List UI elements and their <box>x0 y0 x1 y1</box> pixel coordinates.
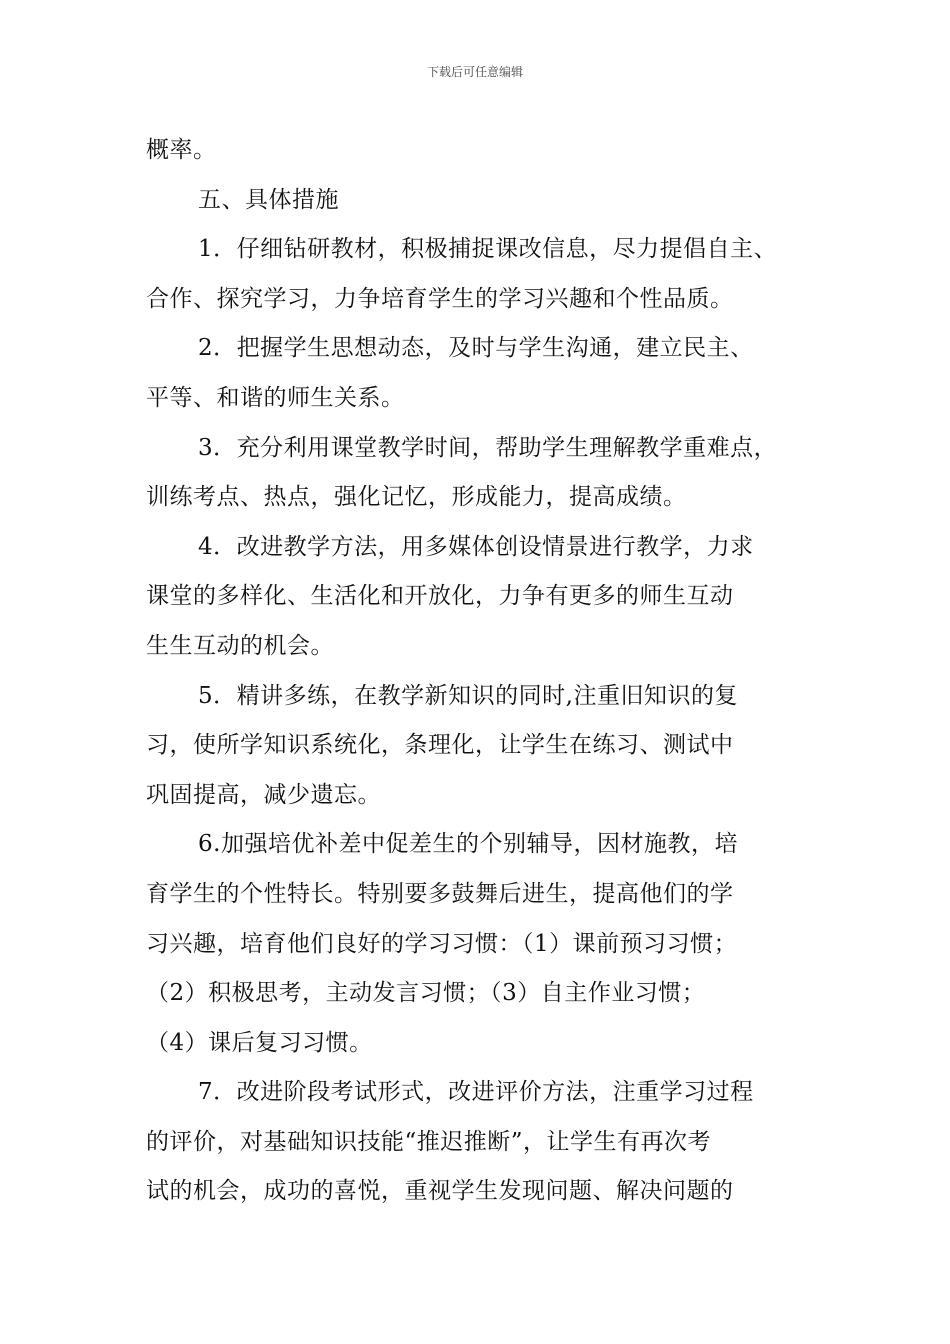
text-line: 的评价，对基础知识技能“推迟推断”，让学生有再次考 <box>146 1128 712 1155</box>
text-line: 4．改进教学方法，用多媒体创设情景进行教学，力求 <box>198 533 754 560</box>
text-line: 1．仔细钻研教材，积极捕捉课改信息，尽力提倡自主、 <box>198 236 778 263</box>
document-body <box>146 126 826 1217</box>
text-line: 习，使所学知识系统化，条理化，让学生在练习、测试中 <box>146 732 734 759</box>
text-line: 2．把握学生思想动态，及时与学生沟通，建立民主、 <box>198 335 754 362</box>
page-header: 下载后可任意编辑 <box>426 65 523 79</box>
text-line: 概率。 <box>146 137 217 163</box>
text-line: 合作、探究学习，力争培育学生的学习兴趣和个性品质。 <box>146 285 734 312</box>
section-heading: 五、具体措施 <box>198 186 339 213</box>
text-line: 习兴趣，培育他们良好的学习习惯：（1）课前预习习惯； <box>146 930 738 957</box>
text-line: （4）课后复习习惯。 <box>146 1029 373 1056</box>
text-line: 3．充分利用课堂教学时间，帮助学生理解教学重难点， <box>198 434 778 461</box>
text-line: 6.加强培优补差中促差生的个别辅导，因材施教，培 <box>198 831 738 858</box>
text-line: 7．改进阶段考试形式，改进评价方法，注重学习过程 <box>198 1079 754 1106</box>
text-line: 育学生的个性特长。特别要多鼓舞后进生，提高他们的学 <box>146 880 734 907</box>
text-line: 5．精讲多练，在教学新知识的同时,注重旧知识的复 <box>198 682 738 709</box>
text-line: （2）积极思考，主动发言习惯；（3）自主作业习惯； <box>146 980 706 1007</box>
text-line: 课堂的多样化、生活化和开放化，力争有更多的师生互动 <box>146 583 734 610</box>
text-line: 平等、和谐的师生关系。 <box>146 384 405 411</box>
text-line: 巩固提高，减少遗忘。 <box>146 781 381 808</box>
text-line: 生生互动的机会。 <box>146 632 334 659</box>
text-line: 训练考点、热点，强化记忆，形成能力，提高成绩。 <box>146 484 687 511</box>
text-line: 试的机会，成功的喜悦，重视学生发现问题、解决问题的 <box>146 1178 734 1205</box>
